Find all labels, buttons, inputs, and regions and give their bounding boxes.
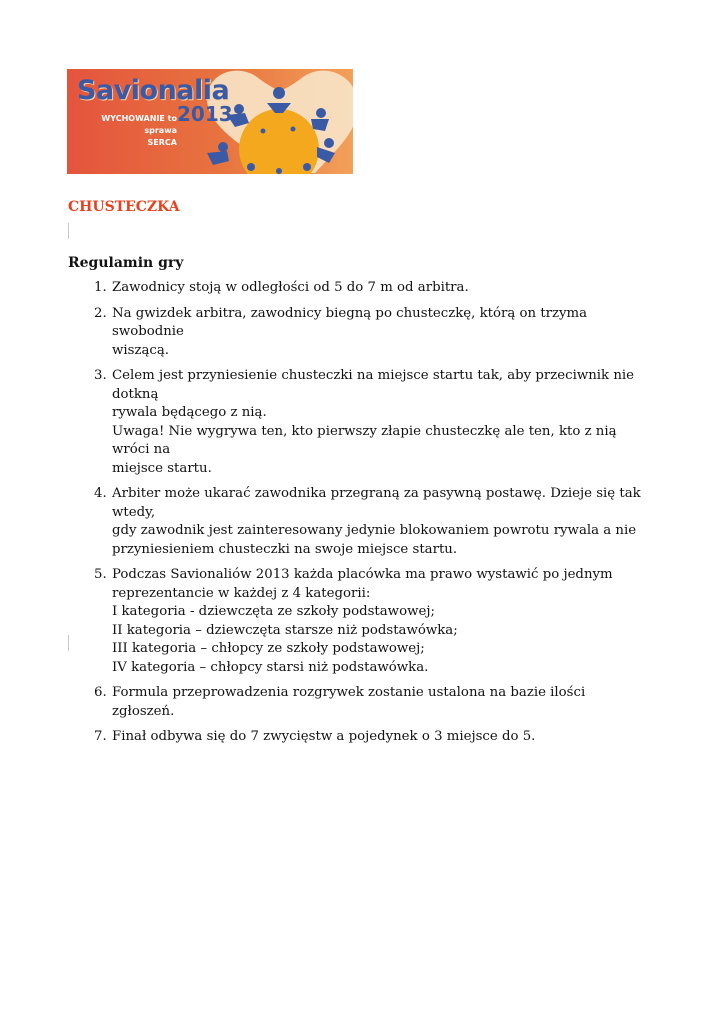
- text-cursor-marker-bottom: [68, 635, 69, 651]
- rule-number: 2.: [94, 305, 107, 321]
- rule-item: [68, 684, 648, 721]
- rule-text-line: Arbiter może ukarać zawodnika przegraną za pasywną postawę. Dzieje się tak wtedy,: [112, 486, 641, 520]
- rule-number: 7.: [94, 729, 107, 744]
- rule-text-line: Na gwizdek arbitra, zawodnicy biegną po chusteczkę, którą on trzyma swobodnie: [112, 305, 588, 339]
- page-title: CHUSTECZKA: [68, 199, 180, 215]
- rule-item: [68, 566, 648, 677]
- rule-text-line: IV kategoria – chłopcy starsi niż podstawówka.: [112, 659, 429, 675]
- rule-text-line: Finał odbywa się do 7 zwycięstw a pojedynek o 3 miejsce do 5.: [112, 729, 536, 744]
- rule-text-line: Formula przeprowadzenia rozgrywek zostanie ustalona na bazie ilości zgłoszeń.: [112, 685, 586, 719]
- rule-text-line: Celem jest przyniesienie chusteczki na miejsce startu tak, aby przeciwnik nie dotkną: [112, 368, 635, 402]
- rule-number: 1.: [94, 280, 107, 295]
- rule-item: [68, 485, 648, 559]
- banner-title: Savionalia: [77, 75, 230, 106]
- text-cursor-marker: [68, 223, 69, 239]
- rule-text-line: Podczas Savionaliów 2013 każda placówka ma prawo wystawić po jednym: [112, 567, 613, 582]
- header-banner: [67, 69, 353, 174]
- rule-item: [68, 728, 648, 747]
- banner-slogan-line2: SERCA: [147, 138, 177, 147]
- rule-text-line: przyniesieniem chusteczki na swoje miejsce startu.: [112, 541, 458, 557]
- banner-slogan-line1: WYCHOWANIE to sprawa: [101, 114, 177, 135]
- rule-text-line: gdy zawodnik jest zainteresowany jedynie blokowaniem powrotu rywala a nie: [112, 523, 637, 538]
- rule-text-line: II kategoria – dziewczęta starsze niż podstawówka;: [112, 622, 458, 638]
- rule-item: [68, 305, 648, 361]
- rule-text-line: III kategoria – chłopcy ze szkoły podstawowej;: [112, 641, 425, 656]
- banner-slogan: [77, 113, 177, 149]
- rule-text-line: reprezentancie w każdej z 4 kategorii:: [112, 585, 371, 601]
- rule-text-line: rywala będącego z nią.: [112, 405, 267, 420]
- rule-item: [68, 279, 648, 298]
- rule-number: 6.: [94, 685, 107, 700]
- rule-text-line: miejsce startu.: [112, 460, 212, 476]
- section-title: Regulamin gry: [68, 255, 184, 271]
- banner-year: 2013: [177, 102, 233, 126]
- rule-number: 3.: [94, 368, 107, 383]
- rule-item: [68, 367, 648, 478]
- rule-text-line: wiszącą.: [112, 342, 169, 358]
- rules-list: [68, 279, 648, 754]
- rule-number: 4.: [94, 486, 107, 501]
- rule-text-line: Uwaga! Nie wygrywa ten, kto pierwszy złapie chusteczkę ale ten, kto z nią wróci na: [112, 423, 617, 457]
- rule-number: 5.: [94, 567, 107, 582]
- rule-text-line: Zawodnicy stoją w odległości od 5 do 7 m od arbitra.: [112, 280, 469, 295]
- rule-text-line: I kategoria - dziewczęta ze szkoły podstawowej;: [112, 604, 435, 619]
